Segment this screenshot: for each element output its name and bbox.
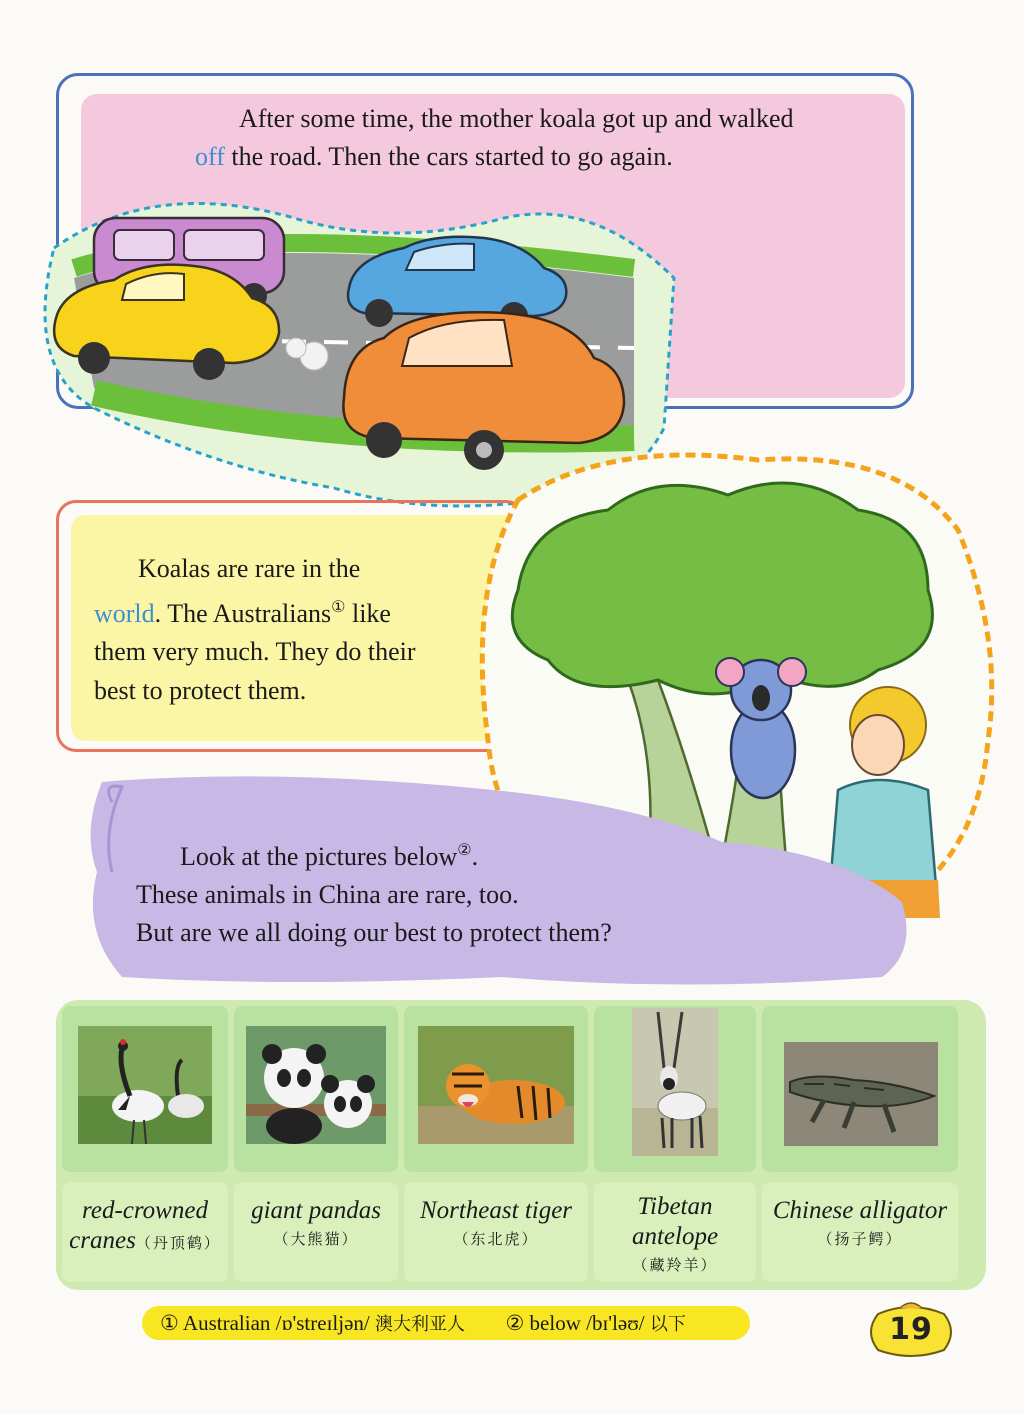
- animal-name: cranes: [69, 1227, 136, 1254]
- animal-name-chinese: （东北虎）: [453, 1230, 539, 1248]
- alligator-photo: [784, 1042, 938, 1146]
- story-line: them very much. They do their: [94, 637, 416, 666]
- animal-card-alligator: [762, 1006, 958, 1282]
- vocab-word-off: off: [195, 142, 225, 171]
- story-paragraph-2: [94, 550, 504, 710]
- animal-name-chinese: （扬子鳄）: [817, 1230, 903, 1248]
- footnote-1: ① Australian /ɒ'streɪljən/: [160, 1311, 370, 1335]
- story-line: the road. Then the cars started to go again.: [224, 142, 673, 171]
- animal-name: Tibetan: [637, 1193, 713, 1220]
- animal-card-antelope: [594, 1006, 756, 1282]
- story-line: Koalas are rare in the: [138, 554, 361, 583]
- animal-name: red-crowned: [82, 1197, 208, 1224]
- animal-name-chinese: （藏羚羊）: [632, 1256, 718, 1274]
- animal-card-crane: [62, 1006, 228, 1282]
- animal-name: giant pandas: [251, 1197, 381, 1224]
- story-line: But are we all doing our best to protect them?: [136, 918, 612, 947]
- animal-name-chinese: （丹顶鹤）: [135, 1234, 221, 1252]
- story-line: Look at the pictures below: [180, 842, 458, 871]
- story-paragraph-3: [136, 832, 756, 952]
- footnote-marker-1: ①: [331, 598, 346, 616]
- story-line: .: [471, 842, 479, 871]
- story-line: best to protect them.: [94, 675, 307, 705]
- animal-card-tiger: [404, 1006, 588, 1282]
- panda-photo: [246, 1026, 386, 1144]
- tiger-photo: [418, 1026, 574, 1144]
- story-line: like: [345, 598, 391, 628]
- antelope-photo: [632, 1008, 718, 1156]
- animal-name: Northeast tiger: [419, 1197, 573, 1224]
- animal-name: Chinese alligator: [772, 1197, 948, 1224]
- footnote-2-chinese: 以下: [649, 1314, 686, 1335]
- story-paragraph-1: [195, 100, 885, 176]
- story-line: . The Australians: [154, 598, 332, 628]
- footnote-marker-2: ②: [457, 842, 472, 859]
- page-number: 19: [889, 1312, 933, 1347]
- vocab-word-world: world: [94, 598, 155, 628]
- animal-card-panda: [234, 1006, 398, 1282]
- story-line: After some time, the mother koala got up and walked: [239, 104, 794, 133]
- story-line: These animals in China are rare, too.: [136, 880, 519, 909]
- footnote-2: ② below /bɪ'ləʊ/: [505, 1311, 645, 1335]
- footnotes: [160, 1308, 740, 1340]
- footnote-1-chinese: 澳大利亚人: [374, 1314, 465, 1335]
- animal-name-chinese: （大熊猫）: [273, 1230, 359, 1248]
- animal-name: antelope: [631, 1223, 719, 1250]
- crane-photo: [78, 1026, 212, 1144]
